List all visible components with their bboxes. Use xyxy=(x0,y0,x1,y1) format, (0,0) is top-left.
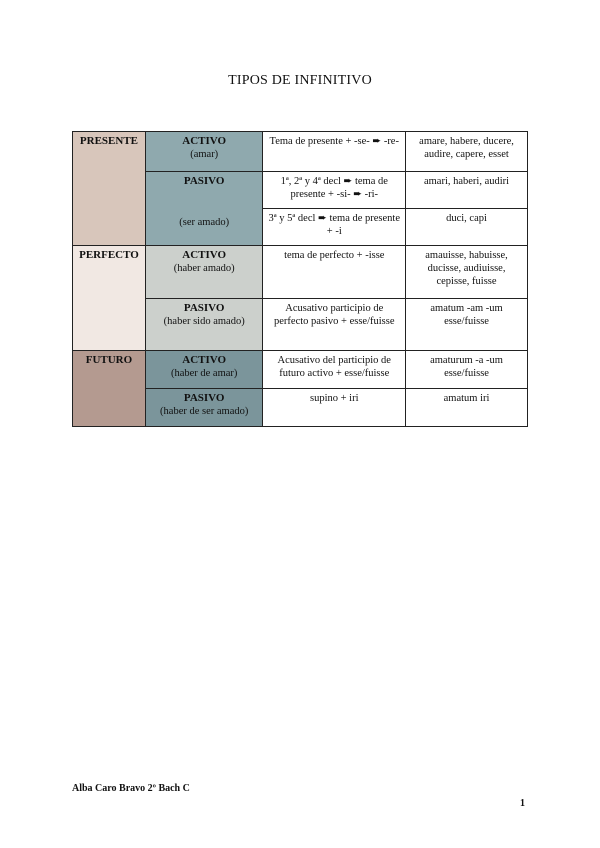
tense-cell-futuro: FUTURO xyxy=(73,351,146,427)
voice-gloss: (haber sido amado) xyxy=(163,316,245,327)
voice-name: ACTIVO xyxy=(182,135,227,147)
tense-cell-presente: PRESENTE xyxy=(73,132,146,246)
form-cell: Acusativo del participio de futuro activo + esse/fuisse xyxy=(263,351,406,389)
voice-name: ACTIVO xyxy=(182,354,227,366)
form-cell: tema de perfecto + -isse xyxy=(263,246,406,299)
page-title: TIPOS DE INFINITIVO xyxy=(228,73,372,88)
tense-cell-perfecto: PERFECTO xyxy=(73,246,146,351)
form-cell: supino + iri xyxy=(263,389,406,427)
footer-author: Alba Caro Bravo 2º Bach C xyxy=(72,783,190,794)
voice-cell-perfecto-pasivo xyxy=(145,299,263,351)
form-cell: 1ª, 2ª y 4ª decl ➨ tema de presente + -si- ➨ -ri- xyxy=(263,172,406,209)
voice-gloss: (haber amado) xyxy=(173,263,235,274)
voice-cell-presente-activo xyxy=(145,132,263,172)
voice-cell-futuro-activo xyxy=(145,351,263,389)
table-row xyxy=(73,246,528,299)
table-row xyxy=(73,132,528,172)
examples-cell: amauisse, habuisse, ducisse, audiuisse, cepisse, fuisse xyxy=(406,246,528,299)
form-cell: Acusativo participio de perfecto pasivo + esse/fuisse xyxy=(263,299,406,351)
voice-gloss: (ser amado) xyxy=(179,217,230,228)
examples-cell: amare, habere, ducere, audire, capere, esset xyxy=(406,132,528,172)
table-row xyxy=(73,351,528,389)
voice-gloss: (amar) xyxy=(190,149,219,160)
examples-cell: amari, haberi, audiri xyxy=(406,172,528,209)
voice-gloss: (haber de ser amado) xyxy=(160,406,249,417)
page-number: 1 xyxy=(520,798,525,809)
form-cell: 3ª y 5ª decl ➨ tema de presente + -i xyxy=(263,209,406,246)
voice-name: PASIVO xyxy=(183,175,225,187)
examples-cell: duci, capi xyxy=(406,209,528,246)
voice-gloss: (haber de amar) xyxy=(170,368,238,379)
voice-cell-presente-pasivo xyxy=(145,172,263,246)
infinitive-table xyxy=(72,131,528,427)
examples-cell: amatum -am -um esse/fuisse xyxy=(406,299,528,351)
voice-name: ACTIVO xyxy=(182,249,227,261)
voice-cell-perfecto-activo xyxy=(145,246,263,299)
voice-name: PASIVO xyxy=(183,302,225,314)
form-cell: Tema de presente + -se- ➨ -re- xyxy=(263,132,406,172)
voice-name: PASIVO xyxy=(183,392,225,404)
voice-cell-futuro-pasivo xyxy=(145,389,263,427)
examples-cell: amatum iri xyxy=(406,389,528,427)
examples-cell: amaturum -a -um esse/fuisse xyxy=(406,351,528,389)
